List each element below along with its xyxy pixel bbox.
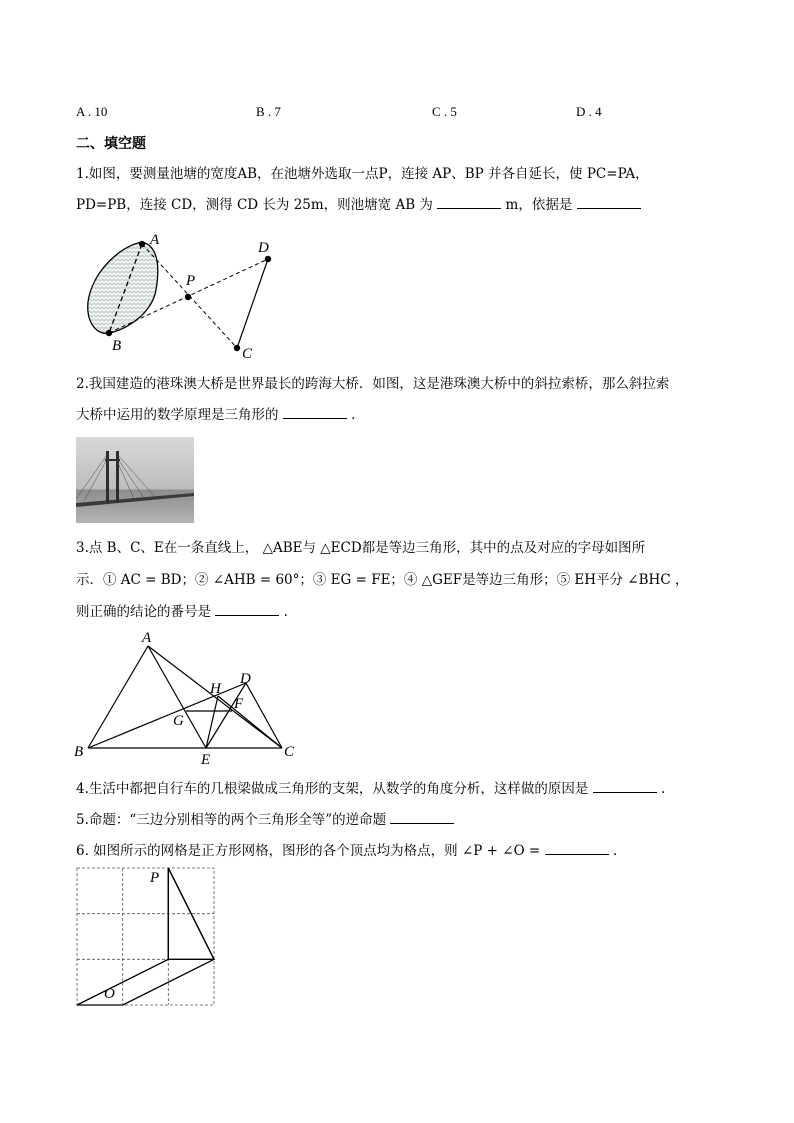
point-p bbox=[185, 294, 191, 300]
q1-answer-blank-2[interactable] bbox=[577, 194, 641, 209]
q3-line2: 示．① AC = BD；② ∠AHB = 60°；③ EG = FE；④ △GEF是等边三角形；⑤ EH平分 ∠BHC ， bbox=[76, 572, 689, 588]
q4-line1-text: 4.生活中都把自行车的几根梁做成三角形的支架，从数学的角度分析，这样做的原因是 bbox=[76, 781, 589, 797]
segment-hc bbox=[218, 696, 282, 748]
segment-eh bbox=[206, 696, 218, 748]
point-a bbox=[139, 241, 145, 247]
q2-answer-blank[interactable] bbox=[283, 404, 347, 419]
q2-line2-end: . bbox=[351, 407, 356, 423]
label-e: E bbox=[201, 752, 211, 764]
label-o: O bbox=[104, 986, 115, 1002]
q3-answer-blank[interactable] bbox=[215, 601, 279, 616]
option-d: D . 4 bbox=[576, 104, 602, 119]
q5-answer-blank[interactable] bbox=[390, 809, 454, 824]
q4-answer-blank[interactable] bbox=[593, 778, 657, 793]
label-b: B bbox=[74, 744, 84, 760]
section-title: 二、填空题 bbox=[76, 136, 146, 152]
option-a: A . 10 bbox=[76, 104, 108, 119]
point-b bbox=[106, 330, 112, 336]
q5-line1 bbox=[76, 809, 454, 830]
q2-line2-text: 大桥中运用的数学原理是三角形的 bbox=[76, 407, 279, 423]
label-d: D bbox=[240, 671, 251, 687]
q3-line3-text: 则正确的结论的番号是 bbox=[76, 604, 211, 620]
q3-line3 bbox=[76, 601, 288, 622]
segment-dc bbox=[246, 683, 282, 748]
q6-line1-text: 6. 如图所示的网格是正方形网格，图形的各个顶点均为格点，则 ∠P + ∠O = bbox=[76, 843, 541, 859]
q6-answer-blank[interactable] bbox=[545, 840, 609, 855]
label-p: P bbox=[186, 273, 196, 289]
q1-pond-figure bbox=[80, 232, 290, 364]
segment-bd bbox=[88, 683, 246, 748]
q4-line1 bbox=[76, 778, 665, 799]
q6-line1-end: . bbox=[612, 843, 618, 859]
q4-line1-end: . bbox=[660, 781, 666, 797]
segment-cd bbox=[237, 259, 268, 348]
point-c bbox=[234, 345, 240, 351]
label-a: A bbox=[150, 232, 160, 248]
q3-line1: 3.点 B、C、E在一条直线上， △ABE与 △ECD都是等边三角形，其中的点及对应的字母如图所 bbox=[76, 540, 646, 556]
segment-ab bbox=[88, 646, 148, 748]
q1-line2-text-b: m，依据是 bbox=[505, 197, 573, 213]
q1-line1: 1.如图，要测量池塘的宽度AB，在池塘外选取一点P，连接 AP、BP 并各自延长，使 PC=PA， bbox=[76, 166, 649, 182]
q2-line1: 2.我国建造的港珠澳大桥是世界最长的跨海大桥．如图，这是港珠澳大桥中的斜拉索桥，那么斜拉索 bbox=[76, 376, 670, 392]
figure-outline bbox=[77, 868, 214, 1005]
option-b: B . 7 bbox=[256, 104, 281, 119]
q1-answer-blank-1[interactable] bbox=[437, 194, 501, 209]
label-f: F bbox=[234, 696, 244, 712]
label-a: A bbox=[142, 630, 152, 646]
q1-line2 bbox=[76, 194, 641, 215]
label-b: B bbox=[112, 338, 122, 354]
point-d bbox=[265, 256, 271, 262]
grid-border bbox=[77, 868, 214, 1005]
option-c: C . 5 bbox=[432, 104, 457, 119]
q3-line3-end: . bbox=[283, 604, 288, 620]
q2-line2 bbox=[76, 404, 355, 425]
pond-shape bbox=[88, 242, 158, 333]
label-p: P bbox=[150, 870, 160, 886]
q6-grid-figure bbox=[76, 866, 218, 1008]
q5-line1-text: 5.命题：“三边分别相等的两个三角形全等”的逆命题 bbox=[76, 812, 387, 828]
q6-line1 bbox=[76, 840, 617, 861]
bridge-photo bbox=[76, 437, 194, 523]
q1-line2-text: PD=PB，连接 CD，测得 CD 长为 25m，则池塘宽 AB 为 bbox=[76, 197, 433, 213]
segment-ae bbox=[148, 646, 206, 748]
label-c: C bbox=[284, 744, 295, 760]
q3-triangle-figure bbox=[70, 628, 310, 764]
label-d: D bbox=[258, 240, 269, 256]
label-h: H bbox=[210, 681, 221, 697]
label-c: C bbox=[242, 346, 253, 362]
label-g: G bbox=[173, 713, 184, 729]
